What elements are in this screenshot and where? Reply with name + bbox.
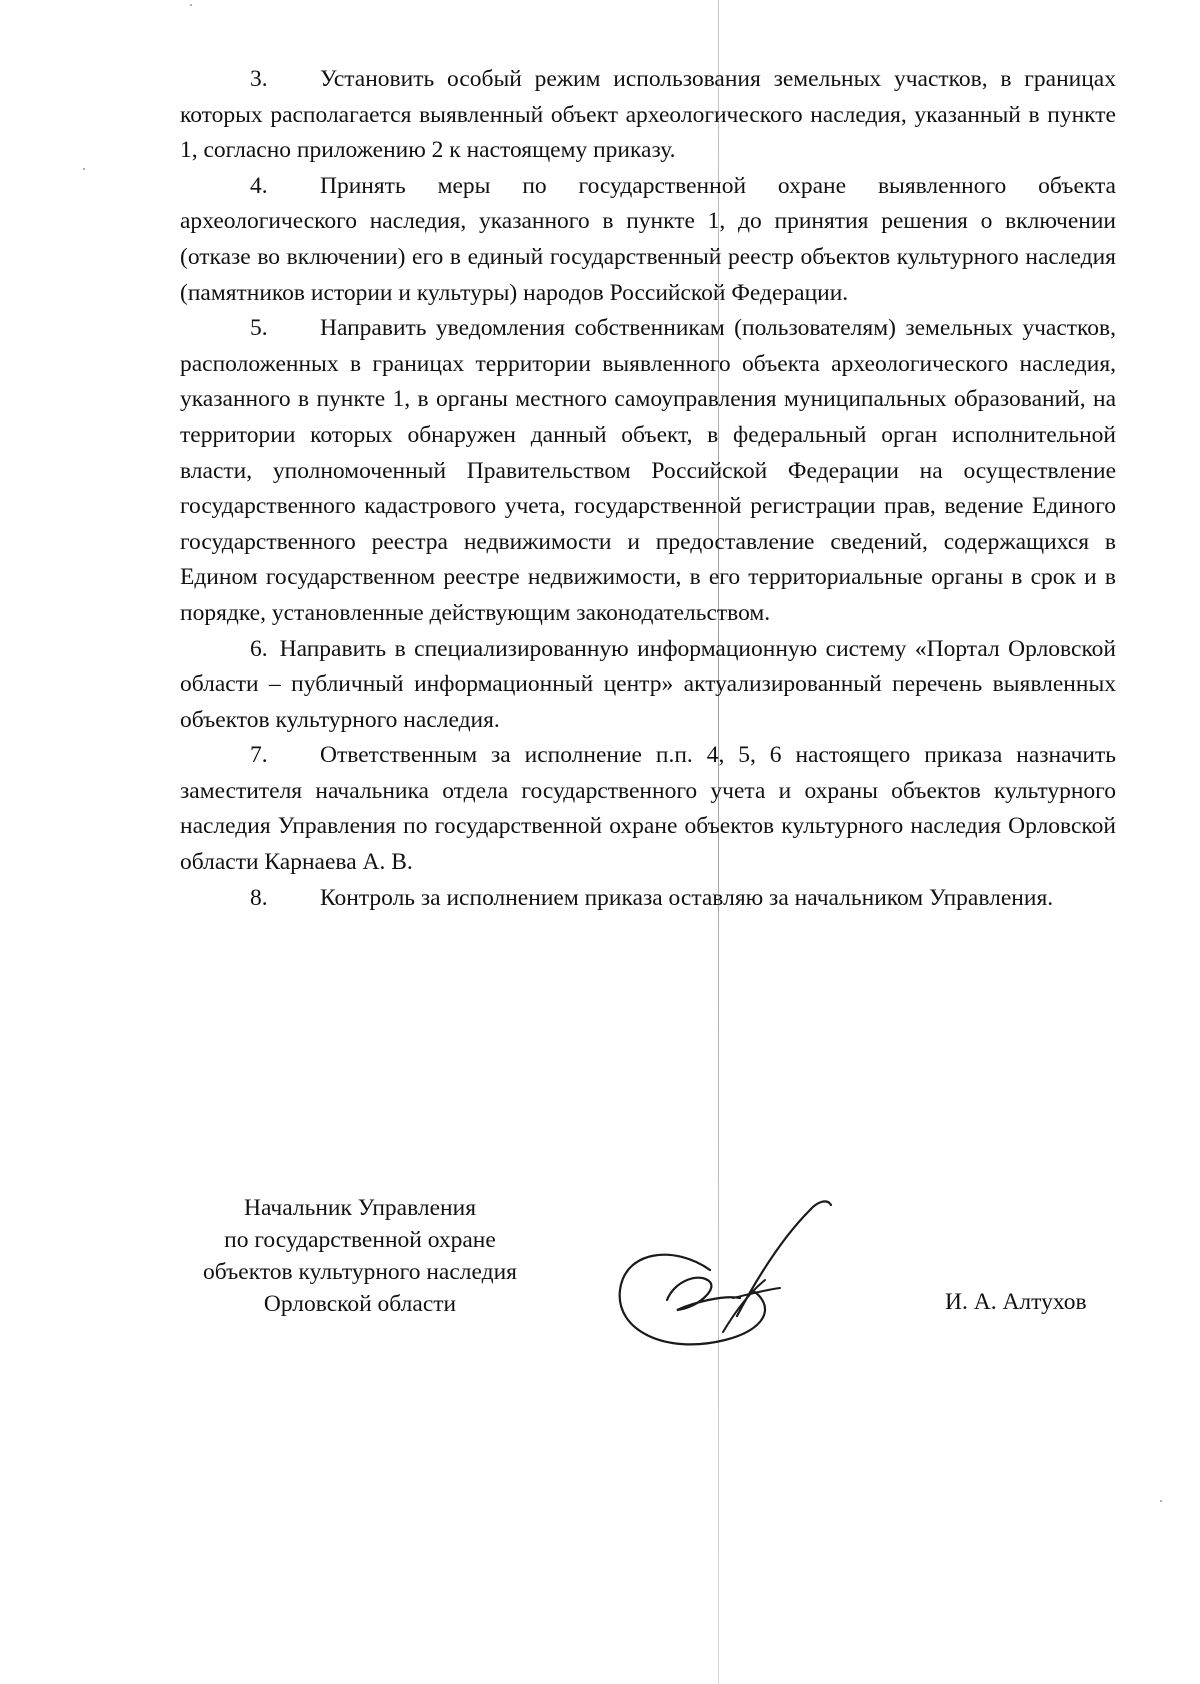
paragraph-number: 3. <box>250 66 268 92</box>
signatory-position <box>150 1192 570 1320</box>
signatory-title-line: объектов культурного наследия <box>203 1259 517 1285</box>
paragraph-number: 4. <box>250 172 268 199</box>
scan-speck <box>1160 1500 1162 1502</box>
signatory-title-line: Орловской области <box>263 1291 457 1317</box>
scan-speck <box>83 168 85 170</box>
signatory-title-line: Начальник Управления <box>243 1195 477 1221</box>
paragraph-text: Контроль за исполнением приказа оставляю за начальником Управления. <box>320 884 1054 911</box>
paragraph-5 <box>180 311 1116 631</box>
paragraph-6 <box>180 632 1116 739</box>
paragraph-text: Направить уведомления собственникам (пользователям) земельных участков, расположенных в границах территории выявленного объекта археологического наследия, указанного в пункте 1, в органы местного самоуправления муниципальных образований, на территории которых обнаружен данный объект, в федеральный орган исполнительной власти, уполномоченный Правительством Российской Федерации на осуществление государственного кадастрового учета, государственной регистрации прав, ведение Единого государственного реестра недвижимости и предоставление сведений, содержащихся в Едином государственном реестре недвижимости, в его территориальные органы в срок и в порядке, установленные действующим законодательством. <box>180 315 1116 626</box>
paragraph-8 <box>180 881 1116 917</box>
paragraph-text: Принять меры по государственной охране выявленного объекта археологического наследия, указанного в пункте 1, до принятия решения о включении (отказе во включении) его в единый государственный реестр объектов культурного наследия (памятников истории и культуры) народов Российской Федерации. <box>180 172 1116 306</box>
scan-speck <box>190 4 192 6</box>
paragraph-text: Установить особый режим использования земельных участков, в границах которых располагается выявленный объект археологического наследия, указанный в пункте 1, согласно приложению 2 к настоящему приказу. <box>180 66 1116 164</box>
paragraph-4 <box>180 169 1116 311</box>
paragraph-number: 6. <box>250 635 268 662</box>
paragraph-number: 7. <box>250 742 268 769</box>
paragraph-3 <box>180 62 1116 169</box>
paragraph-number: 5. <box>250 315 268 342</box>
paragraph-text: Направить в специализированную информационную систему «Портал Орловской области – публичный информационный центр» актуализированный перечень выявленных объектов культурного наследия. <box>180 635 1116 733</box>
signatory-title-line: по государственной охране <box>224 1227 496 1253</box>
paragraph-number: 8. <box>250 884 268 911</box>
order-body <box>180 62 1116 916</box>
signatory-name: И. А. Алтухов <box>945 1289 1087 1315</box>
handwritten-signature <box>605 1190 855 1360</box>
paragraph-text: Ответственным за исполнение п.п. 4, 5, 6 настоящего приказа назначить заместителя начальника отдела государственного учета и охраны объектов культурного наследия Управления по государственной охране объектов культурного наследия Орловской области Карнаева А. В. <box>180 742 1116 876</box>
paragraph-7 <box>180 738 1116 880</box>
